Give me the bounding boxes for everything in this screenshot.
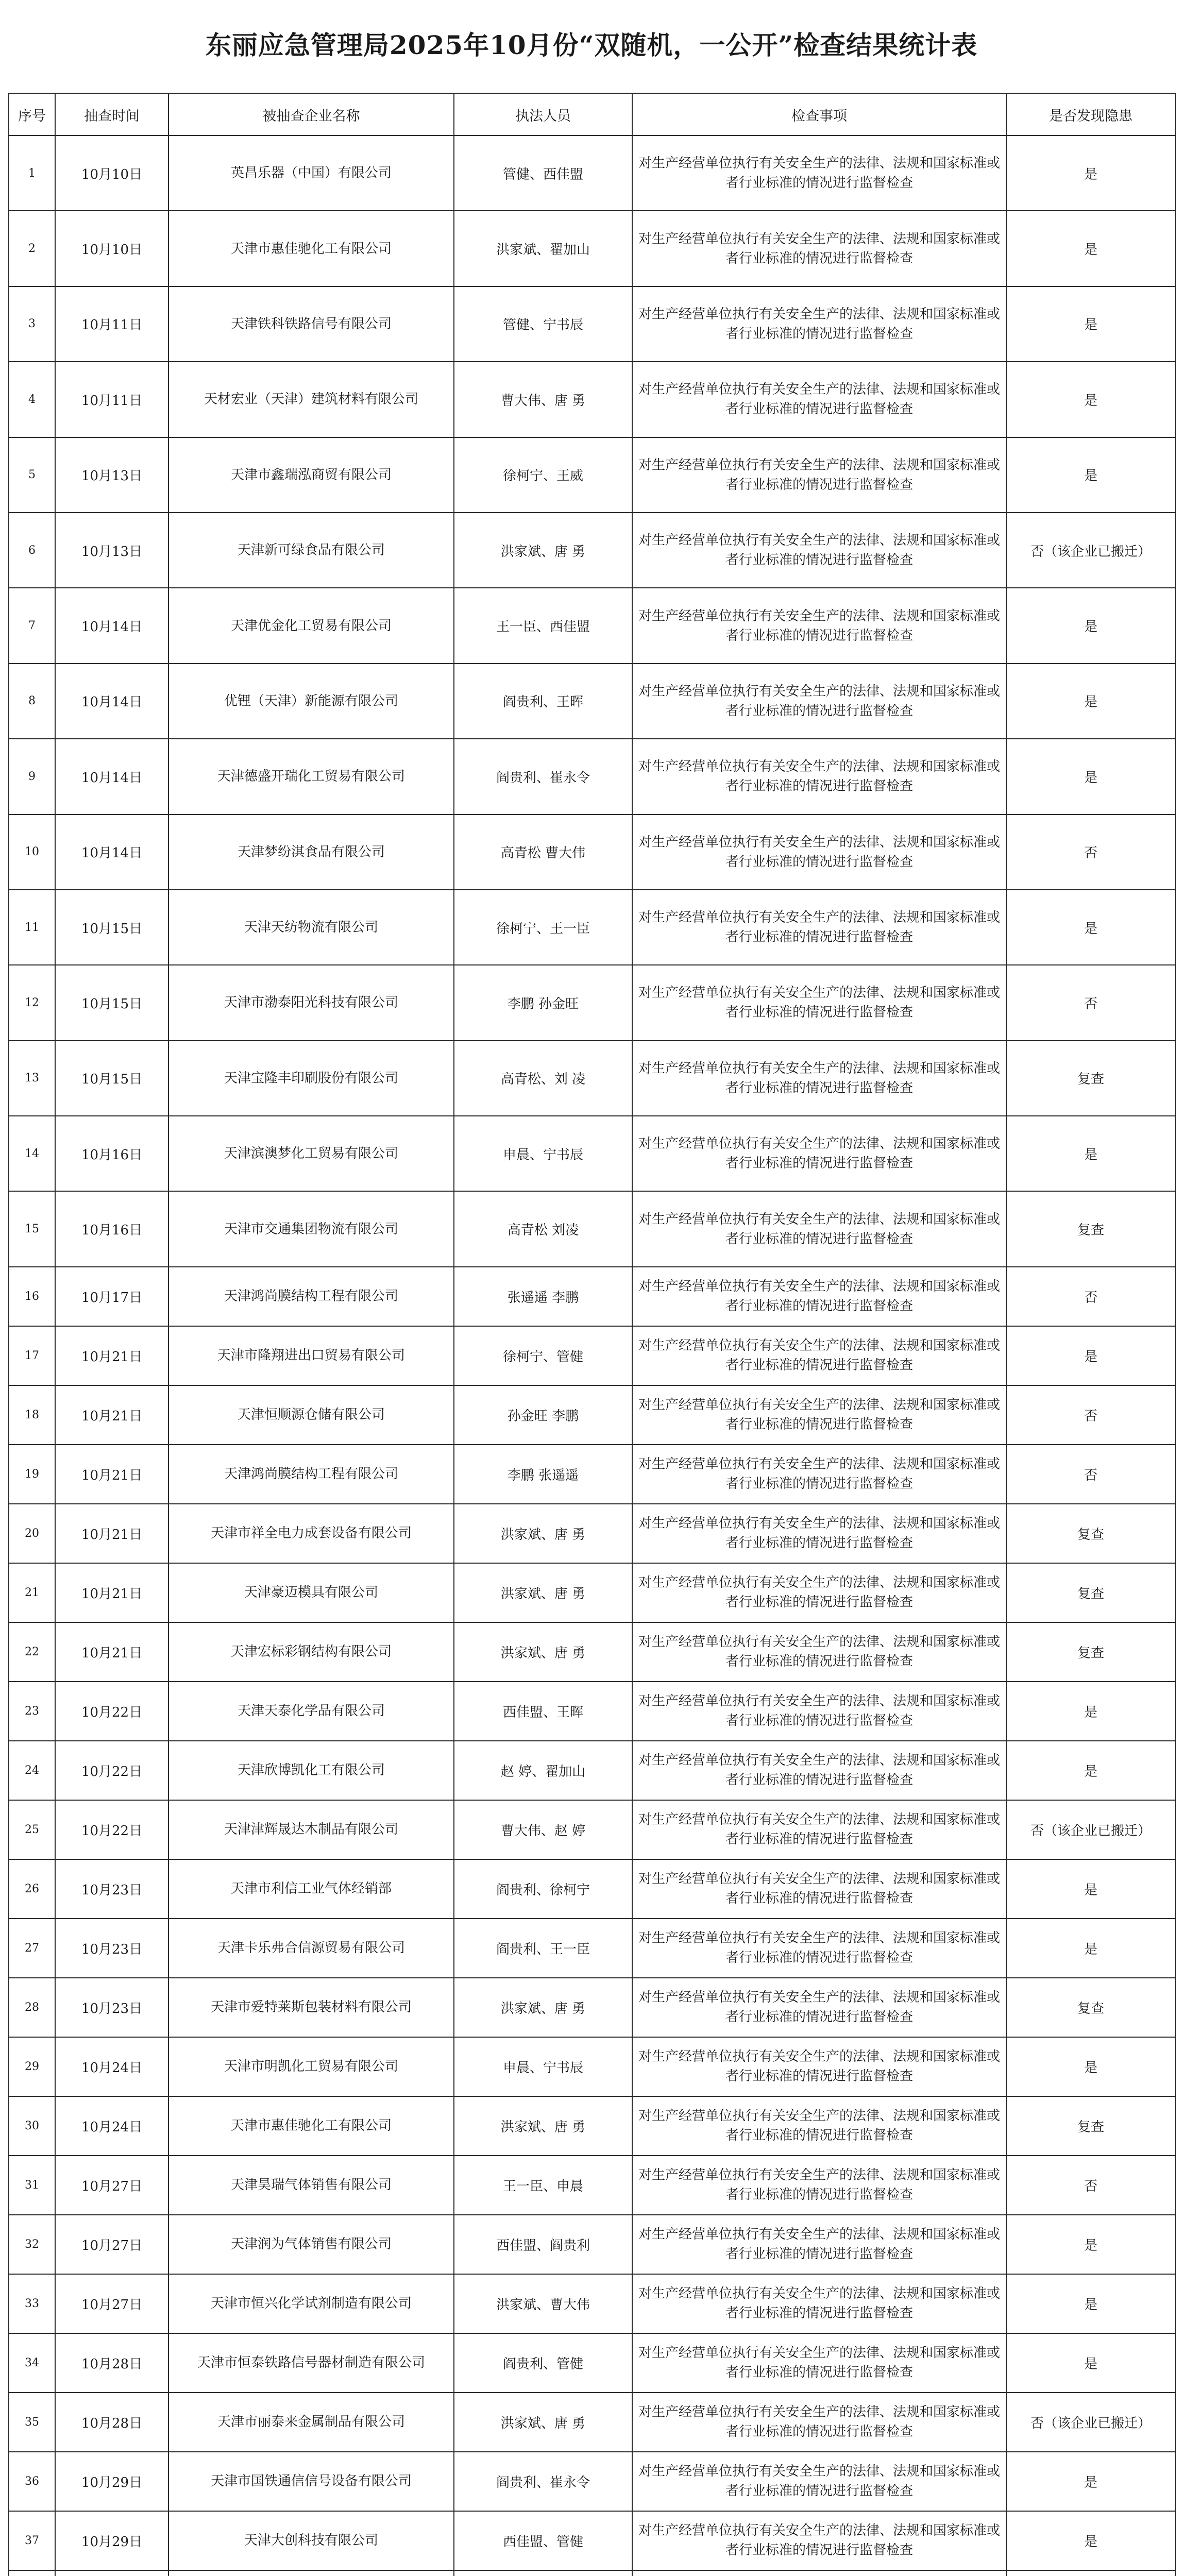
cell-seq: 7 <box>9 588 55 663</box>
cell-officers: 徐柯宁、王威 <box>454 437 632 513</box>
table-row <box>9 2333 1175 2393</box>
cell-seq: 31 <box>9 2156 55 2215</box>
cell-officers: 洪家斌、唐 勇 <box>454 2393 632 2452</box>
cell-seq: 28 <box>9 1978 55 2037</box>
cell-company: 天津滨澳梦化工贸易有限公司 <box>168 1116 454 1191</box>
cell-seq: 24 <box>9 1741 55 1800</box>
table-row <box>9 1978 1175 2037</box>
cell-inspection-item: 对生产经营单位执行有关安全生产的法律、法规和国家标准或者行业标准的情况进行监督检查 <box>632 890 1006 965</box>
cell-inspection-item: 对生产经营单位执行有关安全生产的法律、法规和国家标准或者行业标准的情况进行监督检查 <box>632 1741 1006 1800</box>
table-row <box>9 1622 1175 1682</box>
cell-company: 天津大创科技有限公司 <box>168 2511 454 2570</box>
cell-seq: 21 <box>9 1563 55 1622</box>
cell-officers: 高青松 刘凌 <box>454 1191 632 1266</box>
cell-company: 天津天泰化学品有限公司 <box>168 1682 454 1741</box>
cell-date: 10月15日 <box>55 965 168 1040</box>
cell-officers: 李鹏 张遥遥 <box>454 1445 632 1504</box>
cell-date: 10月28日 <box>55 2333 168 2393</box>
cell-officers: 王一臣、西佳盟 <box>454 588 632 663</box>
cell-date: 10月14日 <box>55 588 168 663</box>
cell-company: 天津市交通集团物流有限公司 <box>168 1191 454 1266</box>
cell-company: 天津新可绿食品有限公司 <box>168 513 454 588</box>
cell-date: 10月21日 <box>55 1504 168 1563</box>
cell-result: 是 <box>1006 739 1175 814</box>
cell-company: 天津市利信工业气体经销部 <box>168 1859 454 1919</box>
cell-result: 否 <box>1006 1267 1175 1326</box>
cell-seq: 13 <box>9 1041 55 1116</box>
cell-company: 天津恒顺源仓储有限公司 <box>168 1385 454 1445</box>
cell-company: 天津铁科铁路信号有限公司 <box>168 286 454 362</box>
header-item: 检查事项 <box>632 93 1006 135</box>
cell-result: 是 <box>1006 1116 1175 1191</box>
cell-seq: 8 <box>9 664 55 739</box>
cell-result: 是 <box>1006 211 1175 286</box>
cell-officers: 徐柯宁、管健 <box>454 1326 632 1385</box>
cell-result: 是 <box>1006 1859 1175 1919</box>
table-row <box>9 1385 1175 1445</box>
table-row <box>9 1267 1175 1326</box>
cell-officers: 洪家斌、唐 勇 <box>454 1622 632 1682</box>
cell-officers <box>454 2570 632 2576</box>
cell-company: 天材宏业（天津）建筑材料有限公司 <box>168 362 454 437</box>
cell-inspection-item: 对生产经营单位执行有关安全生产的法律、法规和国家标准或者行业标准的情况进行监督检查 <box>632 1116 1006 1191</box>
cell-date: 10月22日 <box>55 1682 168 1741</box>
cell-seq: 25 <box>9 1800 55 1859</box>
cell-company: 天津市恒兴化学试剂制造有限公司 <box>168 2274 454 2333</box>
cell-officers: 阎贵利、管健 <box>454 2333 632 2393</box>
cell-seq: 11 <box>9 890 55 965</box>
table-row <box>9 1741 1175 1800</box>
cell-seq: 32 <box>9 2215 55 2274</box>
cell-result: 否（该企业已搬迁） <box>1006 513 1175 588</box>
cell-officers: 洪家斌、唐 勇 <box>454 1563 632 1622</box>
cell-date: 10月13日 <box>55 513 168 588</box>
header-officers: 执法人员 <box>454 93 632 135</box>
table-row <box>9 739 1175 814</box>
cell-result: 是 <box>1006 437 1175 513</box>
cell-date: 10月24日 <box>55 2037 168 2096</box>
table-header-row <box>9 93 1175 135</box>
cell-inspection-item: 对生产经营单位执行有关安全生产的法律、法规和国家标准或者行业标准的情况进行监督检查 <box>632 2156 1006 2215</box>
cell-result: 复查 <box>1006 1622 1175 1682</box>
cell-date: 10月21日 <box>55 1563 168 1622</box>
cell-result: 是 <box>1006 2452 1175 2511</box>
cell-result <box>1006 2570 1175 2576</box>
cell-inspection-item: 对生产经营单位执行有关安全生产的法律、法规和国家标准或者行业标准的情况进行监督检查 <box>632 2215 1006 2274</box>
cell-date: 10月17日 <box>55 1267 168 1326</box>
cell-seq: 20 <box>9 1504 55 1563</box>
cell-result: 否 <box>1006 2156 1175 2215</box>
cell-date: 10月15日 <box>55 1041 168 1116</box>
cell-result: 是 <box>1006 2333 1175 2393</box>
cell-officers: 阎贵利、崔永令 <box>454 2452 632 2511</box>
cell-seq: 9 <box>9 739 55 814</box>
cell-inspection-item: 对生产经营单位执行有关安全生产的法律、法规和国家标准或者行业标准的情况进行监督检查 <box>632 739 1006 814</box>
cell-date: 10月14日 <box>55 664 168 739</box>
table-row <box>9 513 1175 588</box>
cell-officers: 阎贵利、崔永令 <box>454 739 632 814</box>
cell-seq: 33 <box>9 2274 55 2333</box>
cell-inspection-item: 对生产经营单位执行有关安全生产的法律、法规和国家标准或者行业标准的情况进行监督检查 <box>632 1682 1006 1741</box>
cell-inspection-item: 对生产经营单位执行有关安全生产的法律、法规和国家标准或者行业标准的情况进行监督检查 <box>632 1267 1006 1326</box>
table-row <box>9 2037 1175 2096</box>
cell-officers: 管健、西佳盟 <box>454 135 632 211</box>
cell-seq: 17 <box>9 1326 55 1385</box>
cell-inspection-item: 对生产经营单位执行有关安全生产的法律、法规和国家标准或者行业标准的情况进行监督检查 <box>632 588 1006 663</box>
table-row <box>9 965 1175 1040</box>
cell-inspection-item: 对生产经营单位执行有关安全生产的法律、法规和国家标准或者行业标准的情况进行监督检查 <box>632 664 1006 739</box>
cell-officers: 管健、宁书辰 <box>454 286 632 362</box>
cell-officers: 洪家斌、翟加山 <box>454 211 632 286</box>
table-row <box>9 2096 1175 2156</box>
cell-result: 是 <box>1006 664 1175 739</box>
cell-company: 天津梦纷淇食品有限公司 <box>168 815 454 890</box>
table-row <box>9 2393 1175 2452</box>
cell-company: 天津润为气体销售有限公司 <box>168 2215 454 2274</box>
cell-company: 天津市明凯化工贸易有限公司 <box>168 2037 454 2096</box>
cell-seq: 19 <box>9 1445 55 1504</box>
cell-result: 复查 <box>1006 1191 1175 1266</box>
cell-result: 复查 <box>1006 1041 1175 1116</box>
cell-company: 天津津辉晟达木制品有限公司 <box>168 1800 454 1859</box>
table-row <box>9 1682 1175 1741</box>
table-row <box>9 1041 1175 1116</box>
table-row <box>9 135 1175 211</box>
cell-result: 复查 <box>1006 1978 1175 2037</box>
cell-seq: 15 <box>9 1191 55 1266</box>
cell-result: 复查 <box>1006 1504 1175 1563</box>
cell-inspection-item: 对生产经营单位执行有关安全生产的法律、法规和国家标准或者行业标准的情况进行监督检查 <box>632 1191 1006 1266</box>
cell-seq: 30 <box>9 2096 55 2156</box>
cell-company: 天津宏标彩钢结构有限公司 <box>168 1622 454 1682</box>
cell-officers: 高青松 曹大伟 <box>454 815 632 890</box>
table-row <box>9 1563 1175 1622</box>
cell-inspection-item: 对生产经营单位执行有关安全生产的法律、法规和国家标准或者行业标准的情况进行监督检查 <box>632 815 1006 890</box>
cell-result: 是 <box>1006 588 1175 663</box>
cell-result: 是 <box>1006 135 1175 211</box>
cell-officers: 张遥遥 李鹏 <box>454 1267 632 1326</box>
cell-company <box>168 2570 454 2576</box>
table-row <box>9 1326 1175 1385</box>
cell-company: 天津优金化工贸易有限公司 <box>168 588 454 663</box>
cell-seq: 35 <box>9 2393 55 2452</box>
cell-result: 否 <box>1006 1385 1175 1445</box>
cell-inspection-item: 对生产经营单位执行有关安全生产的法律、法规和国家标准或者行业标准的情况进行监督检查 <box>632 1800 1006 1859</box>
cell-inspection-item: 对生产经营单位执行有关安全生产的法律、法规和国家标准或者行业标准的情况进行监督检查 <box>632 2452 1006 2511</box>
cell-date <box>55 2570 168 2576</box>
cell-date: 10月11日 <box>55 362 168 437</box>
cell-company: 天津德盛开瑞化工贸易有限公司 <box>168 739 454 814</box>
cell-result: 是 <box>1006 1682 1175 1741</box>
cell-inspection-item: 对生产经营单位执行有关安全生产的法律、法规和国家标准或者行业标准的情况进行监督检查 <box>632 1041 1006 1116</box>
cell-inspection-item: 对生产经营单位执行有关安全生产的法律、法规和国家标准或者行业标准的情况进行监督检查 <box>632 1563 1006 1622</box>
table-row <box>9 2156 1175 2215</box>
cell-company: 天津市国铁通信信号设备有限公司 <box>168 2452 454 2511</box>
cell-date: 10月27日 <box>55 2274 168 2333</box>
cell-date: 10月16日 <box>55 1116 168 1191</box>
cell-date: 10月15日 <box>55 890 168 965</box>
cell-seq: 36 <box>9 2452 55 2511</box>
cell-company: 天津鸿尚膜结构工程有限公司 <box>168 1445 454 1504</box>
cell-company: 天津市丽泰来金属制品有限公司 <box>168 2393 454 2452</box>
cell-result: 是 <box>1006 2274 1175 2333</box>
cell-inspection-item: 对生产经营单位执行有关安全生产的法律、法规和国家标准或者行业标准的情况进行监督检查 <box>632 362 1006 437</box>
cell-seq: 2 <box>9 211 55 286</box>
cell-company: 天津豪迈模具有限公司 <box>168 1563 454 1622</box>
cell-date: 10月11日 <box>55 286 168 362</box>
cell-result: 是 <box>1006 2511 1175 2570</box>
cell-company: 天津市爱特莱斯包装材料有限公司 <box>168 1978 454 2037</box>
cell-date: 10月16日 <box>55 1191 168 1266</box>
cell-inspection-item: 对生产经营单位执行有关安全生产的法律、法规和国家标准或者行业标准的情况进行监督检查 <box>632 965 1006 1040</box>
header-result: 是否发现隐患 <box>1006 93 1175 135</box>
cell-inspection-item: 对生产经营单位执行有关安全生产的法律、法规和国家标准或者行业标准的情况进行监督检查 <box>632 1445 1006 1504</box>
cell-result: 否 <box>1006 815 1175 890</box>
cell-seq: 14 <box>9 1116 55 1191</box>
cell-inspection-item: 对生产经营单位执行有关安全生产的法律、法规和国家标准或者行业标准的情况进行监督检查 <box>632 2274 1006 2333</box>
cell-inspection-item: 对生产经营单位执行有关安全生产的法律、法规和国家标准或者行业标准的情况进行监督检查 <box>632 1622 1006 1682</box>
cell-date: 10月14日 <box>55 815 168 890</box>
cell-date: 10月14日 <box>55 739 168 814</box>
cell-date: 10月21日 <box>55 1385 168 1445</box>
cell-result: 复查 <box>1006 1563 1175 1622</box>
cell-date: 10月21日 <box>55 1622 168 1682</box>
cell-officers: 洪家斌、唐 勇 <box>454 2096 632 2156</box>
cell-inspection-item: 对生产经营单位执行有关安全生产的法律、法规和国家标准或者行业标准的情况进行监督检查 <box>632 2333 1006 2393</box>
cell-result: 是 <box>1006 890 1175 965</box>
cell-seq: 23 <box>9 1682 55 1741</box>
table-row <box>9 1919 1175 1978</box>
table-row <box>9 2452 1175 2511</box>
cell-date: 10月24日 <box>55 2096 168 2156</box>
cell-officers: 阎贵利、王一臣 <box>454 1919 632 1978</box>
cell-company: 天津宝隆丰印刷股份有限公司 <box>168 1041 454 1116</box>
cell-result: 是 <box>1006 1919 1175 1978</box>
cell-officers: 西佳盟、王晖 <box>454 1682 632 1741</box>
cell-seq: 5 <box>9 437 55 513</box>
cell-company: 英昌乐器（中国）有限公司 <box>168 135 454 211</box>
cell-inspection-item: 对生产经营单位执行有关安全生产的法律、法规和国家标准或者行业标准的情况进行监督检查 <box>632 286 1006 362</box>
table-row <box>9 437 1175 513</box>
cell-officers: 孙金旺 李鹏 <box>454 1385 632 1445</box>
table-row <box>9 664 1175 739</box>
cell-date: 10月23日 <box>55 1978 168 2037</box>
cell-inspection-item: 对生产经营单位执行有关安全生产的法律、法规和国家标准或者行业标准的情况进行监督检查 <box>632 513 1006 588</box>
cell-date: 10月21日 <box>55 1326 168 1385</box>
cell-seq: 12 <box>9 965 55 1040</box>
cell-date: 10月27日 <box>55 2215 168 2274</box>
cell-inspection-item: 对生产经营单位执行有关安全生产的法律、法规和国家标准或者行业标准的情况进行监督检查 <box>632 1859 1006 1919</box>
cell-seq: 4 <box>9 362 55 437</box>
cell-company: 天津天纺物流有限公司 <box>168 890 454 965</box>
cell-officers: 西佳盟、阎贵利 <box>454 2215 632 2274</box>
cell-date: 10月23日 <box>55 1859 168 1919</box>
table-row <box>9 1116 1175 1191</box>
cell-officers: 西佳盟、管健 <box>454 2511 632 2570</box>
cell-officers: 阎贵利、徐柯宁 <box>454 1859 632 1919</box>
header-seq: 序号 <box>9 93 55 135</box>
cell-officers: 申晨、宁书辰 <box>454 2037 632 2096</box>
cell-company: 天津市隆翔进出口贸易有限公司 <box>168 1326 454 1385</box>
cell-officers: 曹大伟、赵 婷 <box>454 1800 632 1859</box>
cell-seq: 22 <box>9 1622 55 1682</box>
cell-officers: 李鹏 孙金旺 <box>454 965 632 1040</box>
cell-inspection-item: 对生产经营单位执行有关安全生产的法律、法规和国家标准或者行业标准的情况进行监督检查 <box>632 1326 1006 1385</box>
cell-result: 否 <box>1006 965 1175 1040</box>
cell-seq: 3 <box>9 286 55 362</box>
table-row <box>9 2215 1175 2274</box>
cell-seq: 37 <box>9 2511 55 2570</box>
cell-date: 10月13日 <box>55 437 168 513</box>
cell-inspection-item: 对生产经营单位执行有关安全生产的法律、法规和国家标准或者行业标准的情况进行监督检查 <box>632 1504 1006 1563</box>
header-date: 抽查时间 <box>55 93 168 135</box>
cell-officers: 赵 婷、翟加山 <box>454 1741 632 1800</box>
table-row <box>9 211 1175 286</box>
table-body <box>9 135 1175 2576</box>
table-row <box>9 588 1175 663</box>
cell-officers: 洪家斌、唐 勇 <box>454 1504 632 1563</box>
cell-inspection-item: 对生产经营单位执行有关安全生产的法律、法规和国家标准或者行业标准的情况进行监督检查 <box>632 211 1006 286</box>
cell-officers: 洪家斌、曹大伟 <box>454 2274 632 2333</box>
table-row <box>9 1445 1175 1504</box>
cell-officers: 高青松、刘 凌 <box>454 1041 632 1116</box>
cell-inspection-item: 对生产经营单位执行有关安全生产的法律、法规和国家标准或者行业标准的情况进行监督检查 <box>632 2393 1006 2452</box>
cell-result: 复查 <box>1006 2096 1175 2156</box>
cell-company: 天津市鑫瑞泓商贸有限公司 <box>168 437 454 513</box>
cell-date: 10月21日 <box>55 1445 168 1504</box>
page-title: 东丽应急管理局2025年10月份“双随机，一公开”检查结果统计表 <box>205 30 978 60</box>
cell-result: 否 <box>1006 1445 1175 1504</box>
cell-seq: 18 <box>9 1385 55 1445</box>
cell-company: 天津市恒泰铁路信号器材制造有限公司 <box>168 2333 454 2393</box>
cell-company: 天津市祥全电力成套设备有限公司 <box>168 1504 454 1563</box>
table-row <box>9 2570 1175 2576</box>
cell-officers: 洪家斌、唐 勇 <box>454 1978 632 2037</box>
cell-date: 10月29日 <box>55 2452 168 2511</box>
cell-company: 天津市惠佳驰化工有限公司 <box>168 2096 454 2156</box>
table-row <box>9 362 1175 437</box>
cell-seq: 16 <box>9 1267 55 1326</box>
cell-result: 是 <box>1006 2215 1175 2274</box>
cell-date: 10月29日 <box>55 2511 168 2570</box>
cell-officers: 洪家斌、唐 勇 <box>454 513 632 588</box>
cell-date: 10月23日 <box>55 1919 168 1978</box>
cell-date: 10月10日 <box>55 211 168 286</box>
cell-seq: 26 <box>9 1859 55 1919</box>
cell-seq: 29 <box>9 2037 55 2096</box>
cell-inspection-item: 对生产经营单位执行有关安全生产的法律、法规和国家标准或者行业标准的情况进行监督检查 <box>632 2511 1006 2570</box>
cell-company: 天津欣博凯化工有限公司 <box>168 1741 454 1800</box>
cell-inspection-item: 对生产经营单位执行有关安全生产的法律、法规和国家标准或者行业标准的情况进行监督检查 <box>632 2037 1006 2096</box>
table-row <box>9 1859 1175 1919</box>
cell-inspection-item: 对生产经营单位执行有关安全生产的法律、法规和国家标准或者行业标准的情况进行监督检查 <box>632 1978 1006 2037</box>
cell-officers: 徐柯宁、王一臣 <box>454 890 632 965</box>
table-row <box>9 890 1175 965</box>
cell-date: 10月28日 <box>55 2393 168 2452</box>
cell-company: 天津市惠佳驰化工有限公司 <box>168 211 454 286</box>
cell-officers: 阎贵利、王晖 <box>454 664 632 739</box>
cell-officers: 曹大伟、唐 勇 <box>454 362 632 437</box>
cell-date: 10月10日 <box>55 135 168 211</box>
cell-inspection-item <box>632 2570 1006 2576</box>
cell-result: 是 <box>1006 1326 1175 1385</box>
cell-seq: 34 <box>9 2333 55 2393</box>
table-row <box>9 815 1175 890</box>
cell-company: 天津卡乐弗合信源贸易有限公司 <box>168 1919 454 1978</box>
cell-seq: 27 <box>9 1919 55 1978</box>
cell-seq: 10 <box>9 815 55 890</box>
cell-date: 10月27日 <box>55 2156 168 2215</box>
cell-inspection-item: 对生产经营单位执行有关安全生产的法律、法规和国家标准或者行业标准的情况进行监督检查 <box>632 437 1006 513</box>
table-row <box>9 1191 1175 1266</box>
cell-officers: 王一臣、申晨 <box>454 2156 632 2215</box>
cell-inspection-item: 对生产经营单位执行有关安全生产的法律、法规和国家标准或者行业标准的情况进行监督检查 <box>632 2096 1006 2156</box>
cell-inspection-item: 对生产经营单位执行有关安全生产的法律、法规和国家标准或者行业标准的情况进行监督检查 <box>632 135 1006 211</box>
inspection-results-table <box>8 93 1176 2576</box>
table-row <box>9 286 1175 362</box>
cell-company: 天津市渤泰阳光科技有限公司 <box>168 965 454 1040</box>
cell-officers: 申晨、宁书辰 <box>454 1116 632 1191</box>
table-row <box>9 2511 1175 2570</box>
cell-company: 天津昊瑞气体销售有限公司 <box>168 2156 454 2215</box>
cell-result: 是 <box>1006 1741 1175 1800</box>
cell-seq <box>9 2570 55 2576</box>
table-row <box>9 1800 1175 1859</box>
cell-result: 是 <box>1006 362 1175 437</box>
cell-result: 否（该企业已搬迁） <box>1006 2393 1175 2452</box>
cell-result: 是 <box>1006 2037 1175 2096</box>
cell-date: 10月22日 <box>55 1741 168 1800</box>
table-row <box>9 1504 1175 1563</box>
cell-inspection-item: 对生产经营单位执行有关安全生产的法律、法规和国家标准或者行业标准的情况进行监督检查 <box>632 1919 1006 1978</box>
header-company: 被抽查企业名称 <box>168 93 454 135</box>
cell-company: 天津鸿尚膜结构工程有限公司 <box>168 1267 454 1326</box>
cell-seq: 6 <box>9 513 55 588</box>
cell-seq: 1 <box>9 135 55 211</box>
cell-result: 否（该企业已搬迁） <box>1006 1800 1175 1859</box>
cell-company: 优锂（天津）新能源有限公司 <box>168 664 454 739</box>
cell-result: 是 <box>1006 286 1175 362</box>
cell-date: 10月22日 <box>55 1800 168 1859</box>
table-row <box>9 2274 1175 2333</box>
cell-inspection-item: 对生产经营单位执行有关安全生产的法律、法规和国家标准或者行业标准的情况进行监督检查 <box>632 1385 1006 1445</box>
